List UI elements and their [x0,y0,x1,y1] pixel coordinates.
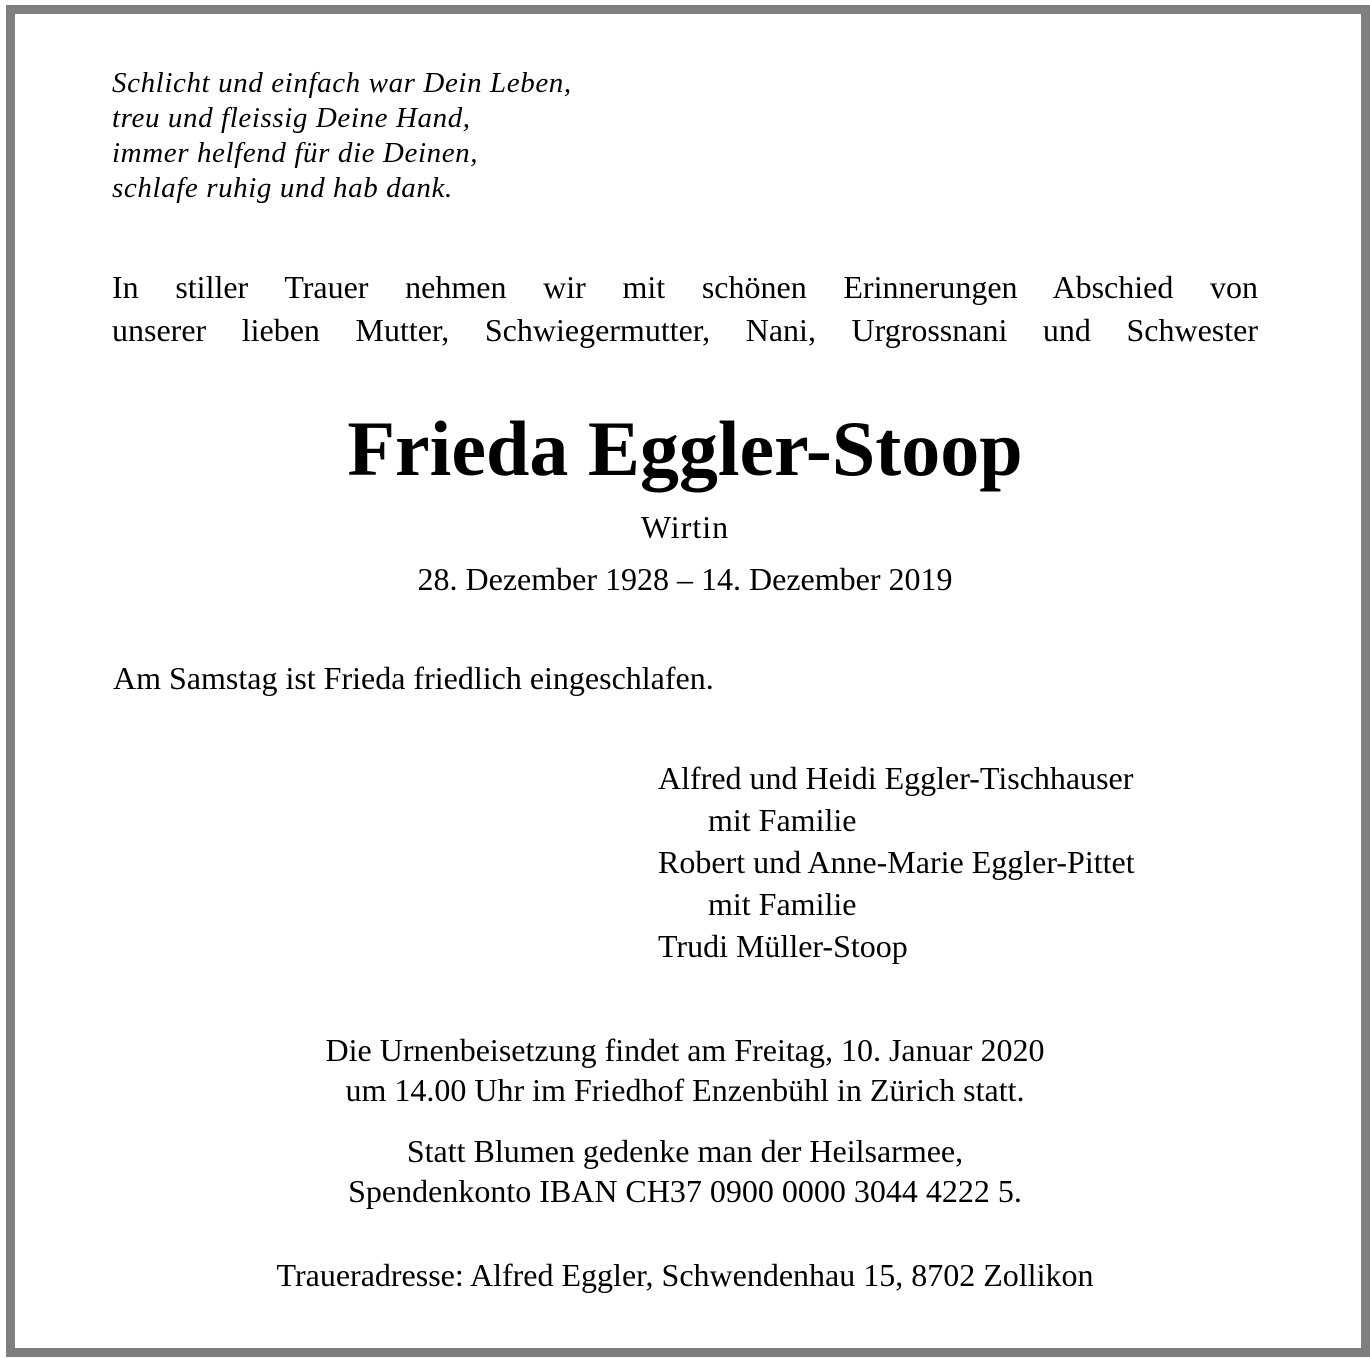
donation-info [0,1131,1370,1211]
mourners-list [658,757,1135,967]
donation-line: Statt Blumen gedenke man der Heilsarmee, [406,1133,964,1169]
mourning-address [0,1255,1370,1295]
burial-line: um 14.00 Uhr im Friedhof Enzenbühl in Zürich statt. [345,1072,1025,1108]
passing-statement: Am Samstag ist Frieda friedlich eingeschlafen. [113,660,714,696]
life-dates: 28. Dezember 1928 – 14. Dezember 2019 [417,561,953,597]
burial-line: Die Urnenbeisetzung findet am Freitag, 10. Januar 2020 [325,1032,1045,1068]
intro-text [112,266,1258,352]
donation-line: Spendenkonto IBAN CH37 0900 0000 3044 4222 5. [348,1173,1022,1209]
address-line: Traueradresse: Alfred Eggler, Schwendenhau 15, 8702 Zollikon [276,1257,1094,1293]
poem-line: treu und fleissig Deine Hand, [112,102,471,134]
poem-line: immer helfend für die Deinen, [112,137,479,169]
burial-info [0,1030,1370,1110]
intro-line: unserer lieben Mutter, Schwiegermutter, Nani, Urgrossnani und Schwester [112,312,1258,348]
poem [112,66,572,206]
poem-line: schlafe ruhig und hab dank. [112,172,453,204]
mourner-suffix: mit Familie [708,802,857,838]
poem-line: Schlicht und einfach war Dein Leben, [112,67,572,99]
deceased-profession: Wirtin [640,509,730,545]
mourner-name: Trudi Müller-Stoop [658,928,908,964]
mourner-name: Robert und Anne-Marie Eggler-Pittet [658,844,1135,880]
mourner-name: Alfred und Heidi Eggler-Tischhauser [658,760,1134,796]
deceased-name: Frieda Eggler-Stoop [347,405,1023,492]
mourner-suffix: mit Familie [708,886,857,922]
intro-line: In stiller Trauer nehmen wir mit schönen Erinnerungen Abschied von [112,269,1258,305]
